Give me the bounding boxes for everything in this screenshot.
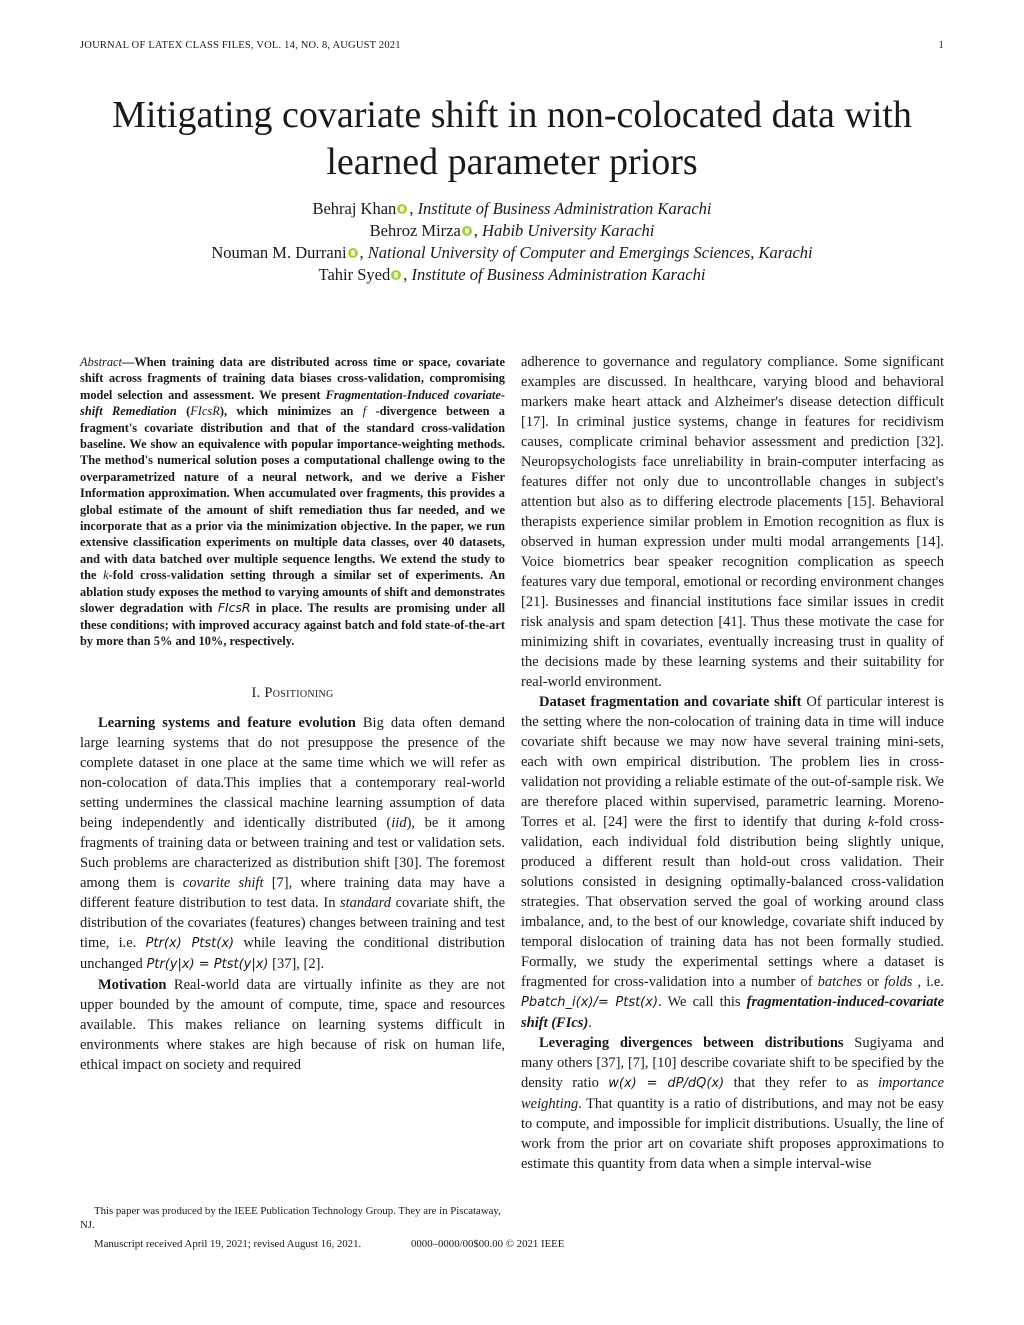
orcid-icon[interactable] — [397, 204, 407, 214]
author-line: Nouman M. Durrani , National University of Computer and Emergings Sciences, Karachi — [211, 243, 813, 262]
journal-name: JOURNAL OF LATEX CLASS FILES, VOL. 14, NO. 8, AUGUST 2021 — [80, 40, 401, 51]
paper-title: Mitigating covariate shift in non-colocated data with learned parameter priors — [112, 94, 912, 183]
paragraph-text: . — [588, 1015, 592, 1031]
abstract-text: ), which minimizes an — [219, 404, 363, 419]
paragraph-text: , i.e. — [912, 974, 944, 990]
paragraph-text: . We call this — [658, 994, 747, 1010]
run-in-heading: Dataset fragmentation and covariate shift — [539, 694, 802, 710]
paragraph — [80, 713, 505, 975]
author-block — [80, 198, 944, 286]
paragraph-text: [37], [2]. — [268, 956, 325, 973]
term-standard: standard — [340, 895, 392, 912]
author-name: Nouman M. Durrani — [211, 243, 347, 262]
author-affiliation: National University of Computer and Emergings Sciences, Karachi — [367, 243, 813, 262]
paragraph-text: . That quantity is a ratio of distributions, and may not be easy to compute, and impossible for implicit distributions. Usually, the line of work from the prior art on covariate shift proposes approximations to estimate this quantity from data when a simple interval-wise — [521, 1096, 944, 1172]
method-abbr: FIcsR — [190, 404, 220, 419]
copyright-note: 0000–0000/00$00.00 © 2021 IEEE — [411, 1238, 565, 1250]
term-importance-weighting: importance weighting — [521, 1075, 945, 1112]
abstract-label: Abstract — [80, 355, 122, 369]
paragraph-text: while leaving the conditional distribution unchanged — [80, 935, 505, 973]
abstract-text: -fold cross-validation setting through a similar set of experiments. An ablation study exposes the method to varying amounts of shift and demonstrates slower degradation with — [80, 568, 505, 616]
math-inline: Ptr(x) Ptst(x) — [145, 936, 235, 952]
author-name: Behroz Mirza — [369, 221, 461, 240]
paragraph — [521, 1033, 944, 1174]
author-line: Behraj Khan , Institute of Business Administration Karachi — [312, 199, 712, 218]
run-in-heading: Learning systems and feature evolution — [98, 715, 356, 732]
abstract — [80, 354, 505, 649]
author-affiliation: Institute of Business Administration Karachi — [411, 265, 706, 284]
footnote — [80, 1204, 505, 1232]
page-number: 1 — [938, 40, 944, 51]
run-in-heading: Motivation — [98, 977, 167, 994]
author-affiliation: Habib University Karachi — [482, 221, 655, 240]
paragraph — [521, 692, 944, 1033]
paragraph: adherence to governance and regulatory compliance. Some significant examples are discussed. In healthcare, varying blood and behavioral markers make heart attack and Alzheimer's disease detection difficult [17]. In criminal justice systems, change in features for recidivism causes, complicate criminal behavior assessment and prediction [32]. Neuropsychologists face unreliability in brain-computer interfacing as features differ not only due to uncontrollable changes in subject's attention but also as to differing electrode placements [15]. Behavioral therapists experience similar problem in Emotion recognition as flux is observed in human expression under multi modal arrangements [14]. Voice biometrics bear speaker recognition complication as speech features vary due temporal, emotional or recording environment changes [21]. Businesses and financial institutions face similar issues in credit risk analysis and spam detection [41]. Thus these motivate the case for minimizing shift in covariates, eventually increasing trust in quality of the decisions made by these learning systems and their suitability for real-world environment. — [521, 354, 944, 690]
orcid-icon[interactable] — [348, 248, 358, 258]
math-inline: w(x) = dP/dQ(x) — [608, 1076, 725, 1091]
abstract-text: in place. The results are promising under all these conditions; with improved accuracy against batch and fold state-of-the-art by more than 5% and 10%, respectively. — [80, 601, 506, 648]
term-covariate-shift: covarite shift — [182, 875, 264, 892]
abstract-text: -divergence between a fragment's covariate distribution and that of the standard cross-validation baseline. We show an equivalence with popular importance-weighting methods. The method's numerical solution poses a computational challenge owing to the overparametrized nature of a neural network, and we derive a Fisher Information approximation. When accumulated over fragments, this provides a global estimate of the amount of shift remediation thus far needed, and we incorporate that as a prior via the minimization objective. In the paper, we run extensive classification experiments on multiple data classes, over 40 datasets, and with data batched over multiple sequence lengths. We extend the study to the — [80, 404, 505, 583]
running-header — [80, 40, 944, 51]
abstract-text: ( — [176, 404, 191, 419]
paragraph-text: Real-world data are virtually infinite as they are not upper bounded by the amount of compute, time, space and resources available. This makes reliance on learning systems difficult in environments where stakes are high because of risk on human life, ethical impact on society and required — [80, 977, 505, 1074]
right-column — [521, 352, 944, 1174]
term-batches: batches — [817, 974, 862, 990]
orcid-icon[interactable] — [391, 270, 401, 280]
paragraph-text: Of particular interest is the setting where the non-colocation of training data in time will induce covariate shift because we may now have several training mini-sets, each with own empirical distribution. The problem lies in cross-validation not providing a reliable estimate of the out-of-sample risk. We are therefore placed within supervised, parametric learning. Moreno-Torres et al. [24] were the first to identify that during — [521, 694, 944, 830]
paragraph — [80, 975, 505, 1075]
footnote-text: This paper was produced by the IEEE Publication Technology Group. They are in Piscataway, NJ. — [80, 1205, 501, 1231]
paragraph-text: -fold cross-validation, each individual fold distribution being slightly unique, produced a different result than hold-out cross validation. Their solutions consisted in designing optimally-balanced cross-validation strategies. That observation served the goal of working around class imbalance, and, to the best of our knowledge, covariate shift induced by temporal dislocation of training data has not been formally studied. Formally, we study the experimental settings where a dataset is fragmented for cross-validation into a number of — [521, 814, 944, 990]
orcid-icon[interactable] — [462, 226, 472, 236]
paragraph-text: or — [861, 974, 885, 990]
manuscript-note: Manuscript received April 19, 2021; revised August 16, 2021. — [94, 1238, 362, 1250]
author-affiliation: Institute of Business Administration Karachi — [417, 199, 712, 218]
abstract-text: When training data are distributed across time or space, covariate shift across fragments of training data biases cross-validation, compromising model selection and assessment. We present — [80, 355, 505, 402]
abstract-dash: — — [122, 355, 135, 369]
paragraph-text: Big data often demand large learning systems that do not presuppose the presence of the complete dataset in one place at the same time which we will refer as non-colocation of data.This implies that a contemporary real-world setting undermines the classical machine learning assumption of data being independently and identically distributed ( — [80, 715, 505, 832]
author-line: Behroz Mirza , Habib University Karachi — [369, 221, 655, 240]
math-k: k — [103, 568, 109, 583]
math-f: f — [362, 404, 367, 419]
section-numeral: I. — [251, 685, 265, 702]
term-fics: fragmentation-induced-covariate shift (FIcs) — [521, 994, 945, 1031]
paragraph-text: covariate shift, the distribution of the covariates (features) changes between training and test time, i.e. — [80, 895, 506, 952]
run-in-heading: Leveraging divergences between distributions — [539, 1035, 844, 1051]
paragraph-text: Sugiyama and many others [37], [7], [10] describe covariate shift to be specified by the density ratio — [521, 1035, 944, 1091]
method-abbr: FIcsR — [217, 600, 251, 616]
paragraph-text: [7], where training data may have a different feature distribution to test data. In — [80, 875, 505, 912]
author-name: Tahir Syed — [318, 265, 391, 284]
math-k: k — [867, 814, 875, 830]
term-iid: iid — [391, 815, 407, 832]
paragraph-text: that they refer to as — [724, 1075, 878, 1091]
math-inline: Pbatch_i(x)/= Ptst(x) — [521, 995, 659, 1010]
author-line: Tahir Syed , Institute of Business Administration Karachi — [318, 265, 706, 284]
term-folds: folds — [884, 974, 913, 990]
section-title: Positioning — [264, 685, 334, 702]
math-inline: Ptr(y|x) = Ptst(y|x) — [146, 957, 269, 973]
section-heading — [80, 683, 505, 703]
method-name: Fragmentation-Induced covariate-shift Remediation — [80, 387, 505, 419]
left-column — [80, 354, 505, 1075]
paragraph-text: ), be it among fragments of training data or between training and test or validation sets. Such problems are characterized as distribution shift [30]. The foremost among them is — [80, 815, 505, 892]
author-name: Behraj Khan — [312, 199, 397, 218]
